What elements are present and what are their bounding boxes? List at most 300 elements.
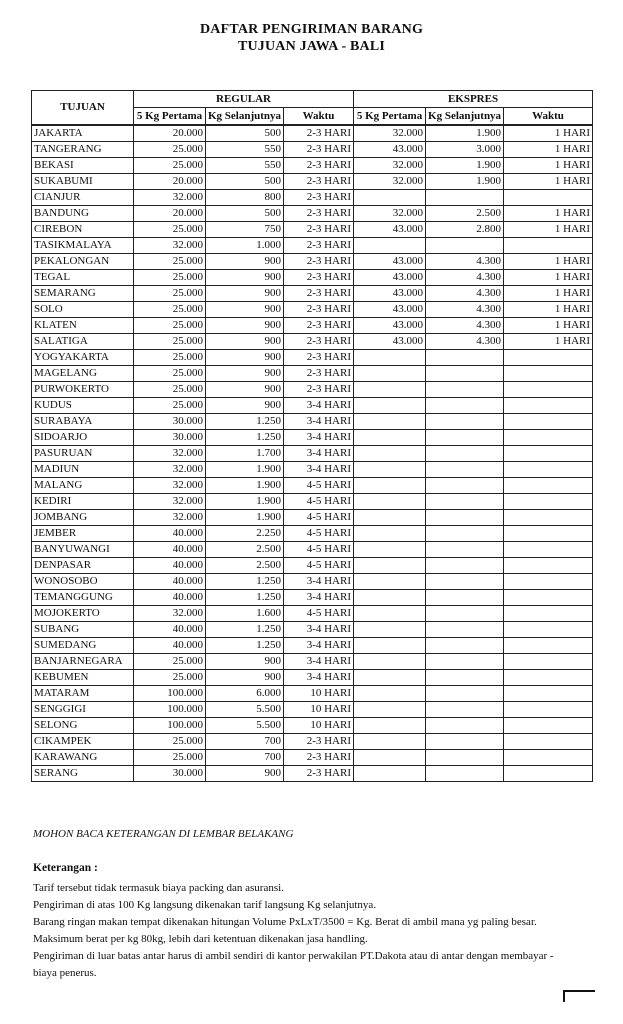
cell-ekspres-first: [354, 446, 426, 462]
cell-tujuan: WONOSOBO: [32, 574, 134, 590]
cell-ekspres-first: [354, 190, 426, 206]
table-row: [32, 238, 593, 254]
cell-regular-next: 1.900: [206, 462, 284, 478]
cell-tujuan: CIKAMPEK: [32, 734, 134, 750]
table-body: [32, 125, 593, 782]
cell-ekspres-next: [426, 750, 504, 766]
cell-regular-time: 4-5 HARI: [284, 494, 354, 510]
cell-regular-first: 32.000: [134, 190, 206, 206]
cell-ekspres-next: [426, 670, 504, 686]
cell-ekspres-first: 43.000: [354, 302, 426, 318]
cell-ekspres-first: [354, 366, 426, 382]
cell-tujuan: MALANG: [32, 478, 134, 494]
cell-regular-next: 900: [206, 654, 284, 670]
cell-tujuan: CIREBON: [32, 222, 134, 238]
cell-ekspres-first: [354, 590, 426, 606]
cell-ekspres-time: [504, 238, 593, 254]
cell-regular-first: 32.000: [134, 510, 206, 526]
cell-tujuan: SUMEDANG: [32, 638, 134, 654]
cell-regular-time: 4-5 HARI: [284, 510, 354, 526]
table-row: [32, 718, 593, 734]
cell-ekspres-first: [354, 670, 426, 686]
cell-regular-time: 4-5 HARI: [284, 526, 354, 542]
table-row: [32, 318, 593, 334]
rates-table: [31, 90, 593, 782]
table-row: [32, 398, 593, 414]
cell-regular-first: 25.000: [134, 398, 206, 414]
cell-regular-time: 3-4 HARI: [284, 654, 354, 670]
cell-regular-next: 1.700: [206, 446, 284, 462]
cell-ekspres-next: 2.800: [426, 222, 504, 238]
cell-ekspres-first: 43.000: [354, 142, 426, 158]
table-row: [32, 574, 593, 590]
cell-regular-time: 3-4 HARI: [284, 462, 354, 478]
cell-regular-time: 2-3 HARI: [284, 190, 354, 206]
cell-tujuan: BANDUNG: [32, 206, 134, 222]
cell-regular-time: 4-5 HARI: [284, 542, 354, 558]
cell-regular-next: 1.250: [206, 622, 284, 638]
cell-ekspres-first: [354, 238, 426, 254]
cell-regular-time: 4-5 HARI: [284, 606, 354, 622]
table-row: [32, 654, 593, 670]
cell-tujuan: TEGAL: [32, 270, 134, 286]
cell-ekspres-time: 1 HARI: [504, 158, 593, 174]
cell-regular-next: 900: [206, 350, 284, 366]
cell-ekspres-first: 43.000: [354, 286, 426, 302]
cell-regular-time: 3-4 HARI: [284, 414, 354, 430]
cell-regular-time: 2-3 HARI: [284, 125, 354, 142]
cell-ekspres-first: [354, 414, 426, 430]
cell-regular-next: 1.900: [206, 510, 284, 526]
cell-ekspres-time: [504, 478, 593, 494]
cell-ekspres-first: [354, 718, 426, 734]
cell-regular-next: 900: [206, 254, 284, 270]
cell-regular-next: 2.500: [206, 542, 284, 558]
cell-regular-first: 25.000: [134, 158, 206, 174]
table-row: [32, 190, 593, 206]
cell-ekspres-next: 2.500: [426, 206, 504, 222]
cell-regular-time: 2-3 HARI: [284, 334, 354, 350]
cell-ekspres-time: 1 HARI: [504, 174, 593, 190]
column-header-regular-next: Kg Selanjutnya: [206, 108, 284, 126]
cell-tujuan: TANGERANG: [32, 142, 134, 158]
cell-regular-next: 700: [206, 750, 284, 766]
cell-regular-first: 25.000: [134, 254, 206, 270]
table-row: [32, 142, 593, 158]
keterangan-line: Maksimum berat per kg 80kg, lebih dari ketentuan dikenakan jasa handling.: [33, 933, 368, 945]
cell-ekspres-time: [504, 590, 593, 606]
cell-ekspres-next: [426, 446, 504, 462]
cell-regular-first: 40.000: [134, 558, 206, 574]
cell-regular-next: 500: [206, 125, 284, 142]
column-header-regular-time: Waktu: [284, 108, 354, 126]
table-row: [32, 125, 593, 142]
cell-regular-next: 1.000: [206, 238, 284, 254]
cell-tujuan: CIANJUR: [32, 190, 134, 206]
cell-regular-next: 800: [206, 190, 284, 206]
cell-ekspres-first: [354, 462, 426, 478]
cell-ekspres-next: [426, 462, 504, 478]
cell-regular-first: 25.000: [134, 750, 206, 766]
cell-regular-first: 25.000: [134, 302, 206, 318]
cell-ekspres-next: 4.300: [426, 270, 504, 286]
cell-ekspres-time: [504, 734, 593, 750]
cell-ekspres-time: [504, 574, 593, 590]
cell-ekspres-time: [504, 446, 593, 462]
cell-ekspres-first: [354, 606, 426, 622]
cell-regular-next: 900: [206, 382, 284, 398]
cell-ekspres-next: [426, 718, 504, 734]
cell-ekspres-next: 1.900: [426, 125, 504, 142]
cell-regular-first: 25.000: [134, 654, 206, 670]
cell-regular-first: 30.000: [134, 414, 206, 430]
cell-regular-time: 2-3 HARI: [284, 286, 354, 302]
cell-ekspres-time: [504, 638, 593, 654]
table-row: [32, 590, 593, 606]
cell-regular-next: 1.900: [206, 494, 284, 510]
cell-tujuan: SENGGIGI: [32, 702, 134, 718]
cell-regular-time: 3-4 HARI: [284, 574, 354, 590]
cell-tujuan: MOJOKERTO: [32, 606, 134, 622]
cell-regular-first: 25.000: [134, 350, 206, 366]
cell-tujuan: BANJARNEGARA: [32, 654, 134, 670]
cell-ekspres-next: [426, 606, 504, 622]
cell-ekspres-first: 43.000: [354, 334, 426, 350]
cell-tujuan: MATARAM: [32, 686, 134, 702]
cell-ekspres-time: [504, 382, 593, 398]
cell-ekspres-next: [426, 734, 504, 750]
cell-regular-next: 550: [206, 142, 284, 158]
cell-ekspres-first: 43.000: [354, 222, 426, 238]
cell-ekspres-first: [354, 350, 426, 366]
table-row: [32, 702, 593, 718]
column-header-ekspres-next: Kg Selanjutnya: [426, 108, 504, 126]
cell-regular-first: 100.000: [134, 718, 206, 734]
table-row: [32, 446, 593, 462]
keterangan-list: [33, 880, 593, 982]
cell-tujuan: PEKALONGAN: [32, 254, 134, 270]
cell-regular-first: 25.000: [134, 734, 206, 750]
cell-ekspres-first: [354, 622, 426, 638]
cell-ekspres-next: [426, 190, 504, 206]
table-row: [32, 686, 593, 702]
cell-ekspres-next: [426, 238, 504, 254]
cell-regular-time: 2-3 HARI: [284, 382, 354, 398]
cell-tujuan: SEMARANG: [32, 286, 134, 302]
cell-regular-next: 550: [206, 158, 284, 174]
cell-regular-time: 3-4 HARI: [284, 670, 354, 686]
table-row: [32, 414, 593, 430]
table-row: [32, 670, 593, 686]
table-row: [32, 334, 593, 350]
cell-regular-first: 32.000: [134, 446, 206, 462]
cell-regular-time: 2-3 HARI: [284, 158, 354, 174]
table-row: [32, 302, 593, 318]
corner-crop-mark: [563, 990, 595, 1002]
table-row: [32, 270, 593, 286]
keterangan-line: Tarif tersebut tidak termasuk biaya packing dan asuransi.: [33, 882, 284, 894]
cell-tujuan: TEMANGGUNG: [32, 590, 134, 606]
group-header-regular: REGULAR: [134, 91, 354, 108]
cell-regular-first: 40.000: [134, 574, 206, 590]
table-row: [32, 526, 593, 542]
cell-ekspres-next: 4.300: [426, 302, 504, 318]
cell-ekspres-time: [504, 750, 593, 766]
cell-tujuan: KEDIRI: [32, 494, 134, 510]
cell-tujuan: SUBANG: [32, 622, 134, 638]
table-row: [32, 510, 593, 526]
cell-ekspres-first: [354, 510, 426, 526]
cell-ekspres-first: [354, 558, 426, 574]
document-title: DAFTAR PENGIRIMAN BARANG: [199, 22, 424, 37]
cell-regular-time: 4-5 HARI: [284, 478, 354, 494]
cell-regular-time: 2-3 HARI: [284, 238, 354, 254]
cell-ekspres-time: 1 HARI: [504, 222, 593, 238]
cell-ekspres-time: [504, 190, 593, 206]
cell-tujuan: MADIUN: [32, 462, 134, 478]
cell-ekspres-next: [426, 702, 504, 718]
cell-ekspres-first: 32.000: [354, 206, 426, 222]
cell-ekspres-first: [354, 494, 426, 510]
cell-regular-first: 25.000: [134, 382, 206, 398]
cell-ekspres-time: 1 HARI: [504, 270, 593, 286]
cell-regular-next: 1.600: [206, 606, 284, 622]
cell-ekspres-next: [426, 654, 504, 670]
cell-ekspres-first: [354, 654, 426, 670]
table-row: [32, 494, 593, 510]
table-row: [32, 750, 593, 766]
cell-regular-time: 2-3 HARI: [284, 350, 354, 366]
cell-ekspres-time: [504, 558, 593, 574]
table-row: [32, 478, 593, 494]
table-row: [32, 286, 593, 302]
cell-ekspres-next: 4.300: [426, 254, 504, 270]
cell-regular-first: 100.000: [134, 702, 206, 718]
cell-ekspres-first: [354, 766, 426, 782]
table-row: [32, 222, 593, 238]
cell-ekspres-next: [426, 382, 504, 398]
cell-regular-next: 750: [206, 222, 284, 238]
cell-regular-next: 5.500: [206, 702, 284, 718]
cell-ekspres-time: [504, 622, 593, 638]
cell-regular-first: 25.000: [134, 366, 206, 382]
cell-tujuan: JOMBANG: [32, 510, 134, 526]
cell-tujuan: BEKASI: [32, 158, 134, 174]
back-page-note: MOHON BACA KETERANGAN DI LEMBAR BELAKANG: [33, 828, 294, 840]
table-row: [32, 638, 593, 654]
cell-regular-next: 900: [206, 286, 284, 302]
cell-ekspres-time: [504, 350, 593, 366]
cell-ekspres-next: 4.300: [426, 286, 504, 302]
cell-regular-next: 900: [206, 334, 284, 350]
cell-ekspres-time: [504, 462, 593, 478]
cell-regular-next: 6.000: [206, 686, 284, 702]
cell-ekspres-time: 1 HARI: [504, 142, 593, 158]
cell-regular-first: 40.000: [134, 622, 206, 638]
cell-ekspres-next: 4.300: [426, 334, 504, 350]
cell-regular-time: 2-3 HARI: [284, 318, 354, 334]
table-row: [32, 558, 593, 574]
table-row: [32, 622, 593, 638]
cell-ekspres-time: [504, 670, 593, 686]
cell-ekspres-next: [426, 510, 504, 526]
cell-tujuan: SUKABUMI: [32, 174, 134, 190]
cell-ekspres-time: [504, 494, 593, 510]
cell-tujuan: KARAWANG: [32, 750, 134, 766]
cell-regular-first: 20.000: [134, 174, 206, 190]
cell-regular-first: 32.000: [134, 478, 206, 494]
cell-ekspres-next: [426, 430, 504, 446]
cell-ekspres-time: [504, 766, 593, 782]
cell-regular-time: 3-4 HARI: [284, 622, 354, 638]
table-row: [32, 606, 593, 622]
cell-regular-next: 1.250: [206, 574, 284, 590]
cell-tujuan: SOLO: [32, 302, 134, 318]
table-row: [32, 174, 593, 190]
cell-regular-first: 25.000: [134, 142, 206, 158]
keterangan-line: Pengiriman di atas 100 Kg langsung dikenakan tarif langsung Kg selanjutnya.: [33, 899, 377, 911]
cell-regular-next: 900: [206, 670, 284, 686]
cell-regular-first: 32.000: [134, 462, 206, 478]
cell-ekspres-first: [354, 574, 426, 590]
cell-tujuan: YOGYAKARTA: [32, 350, 134, 366]
cell-regular-first: 25.000: [134, 222, 206, 238]
cell-ekspres-next: [426, 398, 504, 414]
cell-ekspres-next: 1.900: [426, 158, 504, 174]
cell-regular-next: 2.250: [206, 526, 284, 542]
group-header-ekspres: EKSPRES: [354, 91, 593, 108]
cell-ekspres-time: [504, 526, 593, 542]
keterangan-line: Barang ringan makan tempat dikenakan hitungan Volume PxLxT/3500 = Kg. Berat di ambil mana yg paling besar.: [33, 916, 537, 928]
cell-ekspres-next: [426, 366, 504, 382]
cell-regular-next: 900: [206, 366, 284, 382]
cell-regular-next: 900: [206, 318, 284, 334]
cell-regular-first: 100.000: [134, 686, 206, 702]
cell-ekspres-next: [426, 558, 504, 574]
cell-tujuan: SERANG: [32, 766, 134, 782]
cell-tujuan: PURWOKERTO: [32, 382, 134, 398]
cell-ekspres-next: 1.900: [426, 174, 504, 190]
cell-regular-time: 2-3 HARI: [284, 254, 354, 270]
cell-tujuan: KUDUS: [32, 398, 134, 414]
cell-ekspres-first: 32.000: [354, 158, 426, 174]
cell-regular-time: 2-3 HARI: [284, 366, 354, 382]
cell-ekspres-first: [354, 734, 426, 750]
cell-regular-first: 20.000: [134, 206, 206, 222]
cell-ekspres-first: 43.000: [354, 318, 426, 334]
cell-regular-time: 3-4 HARI: [284, 590, 354, 606]
cell-ekspres-time: [504, 398, 593, 414]
cell-tujuan: TASIKMALAYA: [32, 238, 134, 254]
cell-regular-time: 10 HARI: [284, 702, 354, 718]
table-row: [32, 430, 593, 446]
cell-ekspres-first: 32.000: [354, 174, 426, 190]
cell-regular-first: 25.000: [134, 334, 206, 350]
cell-regular-time: 3-4 HARI: [284, 398, 354, 414]
cell-ekspres-time: [504, 542, 593, 558]
cell-regular-first: 32.000: [134, 494, 206, 510]
cell-regular-first: 32.000: [134, 606, 206, 622]
table-header-row: [32, 91, 593, 108]
cell-regular-next: 1.900: [206, 478, 284, 494]
cell-ekspres-first: [354, 750, 426, 766]
cell-ekspres-first: [354, 638, 426, 654]
table-row: [32, 206, 593, 222]
cell-regular-next: 900: [206, 766, 284, 782]
cell-ekspres-next: [426, 526, 504, 542]
cell-regular-time: 2-3 HARI: [284, 270, 354, 286]
cell-ekspres-time: [504, 414, 593, 430]
cell-ekspres-next: [426, 494, 504, 510]
cell-regular-next: 1.250: [206, 414, 284, 430]
cell-regular-first: 25.000: [134, 670, 206, 686]
cell-regular-first: 30.000: [134, 766, 206, 782]
cell-ekspres-next: 3.000: [426, 142, 504, 158]
cell-tujuan: SELONG: [32, 718, 134, 734]
column-header-ekspres-first: 5 Kg Pertama: [354, 108, 426, 126]
cell-regular-time: 3-4 HARI: [284, 446, 354, 462]
keterangan-title: Keterangan :: [33, 862, 98, 874]
cell-ekspres-time: 1 HARI: [504, 254, 593, 270]
cell-regular-next: 1.250: [206, 638, 284, 654]
cell-ekspres-time: [504, 718, 593, 734]
cell-regular-time: 2-3 HARI: [284, 750, 354, 766]
cell-regular-time: 2-3 HARI: [284, 302, 354, 318]
cell-ekspres-next: [426, 638, 504, 654]
cell-ekspres-first: [354, 398, 426, 414]
document-subtitle: TUJUAN JAWA - BALI: [237, 39, 386, 54]
cell-regular-next: 900: [206, 270, 284, 286]
cell-ekspres-next: [426, 478, 504, 494]
cell-regular-first: 32.000: [134, 238, 206, 254]
keterangan-line: Pengiriman di luar batas antar harus di ambil sendiri di kantor perwakilan PT.Dakota atau di antar dengan membayar -: [33, 950, 554, 962]
cell-ekspres-next: [426, 350, 504, 366]
cell-regular-first: 40.000: [134, 526, 206, 542]
cell-regular-time: 4-5 HARI: [284, 558, 354, 574]
cell-ekspres-first: [354, 702, 426, 718]
column-header-ekspres-time: Waktu: [504, 108, 593, 126]
cell-ekspres-first: 32.000: [354, 125, 426, 142]
column-header-tujuan: TUJUAN: [32, 91, 134, 126]
cell-regular-next: 2.500: [206, 558, 284, 574]
cell-tujuan: JAKARTA: [32, 125, 134, 142]
cell-regular-first: 40.000: [134, 638, 206, 654]
cell-ekspres-time: 1 HARI: [504, 334, 593, 350]
cell-ekspres-time: [504, 430, 593, 446]
table-row: [32, 382, 593, 398]
cell-tujuan: PASURUAN: [32, 446, 134, 462]
cell-ekspres-first: [354, 542, 426, 558]
table-row: [32, 350, 593, 366]
cell-tujuan: DENPASAR: [32, 558, 134, 574]
table-row: [32, 462, 593, 478]
table-row: [32, 366, 593, 382]
cell-ekspres-time: [504, 510, 593, 526]
cell-regular-time: 2-3 HARI: [284, 734, 354, 750]
cell-regular-next: 700: [206, 734, 284, 750]
cell-ekspres-first: [354, 430, 426, 446]
cell-tujuan: SIDOARJO: [32, 430, 134, 446]
cell-regular-time: 2-3 HARI: [284, 174, 354, 190]
cell-tujuan: MAGELANG: [32, 366, 134, 382]
cell-ekspres-next: 4.300: [426, 318, 504, 334]
column-header-regular-first: 5 Kg Pertama: [134, 108, 206, 126]
cell-regular-first: 25.000: [134, 318, 206, 334]
cell-regular-next: 1.250: [206, 430, 284, 446]
cell-ekspres-time: [504, 686, 593, 702]
cell-ekspres-first: 43.000: [354, 270, 426, 286]
cell-ekspres-first: [354, 382, 426, 398]
